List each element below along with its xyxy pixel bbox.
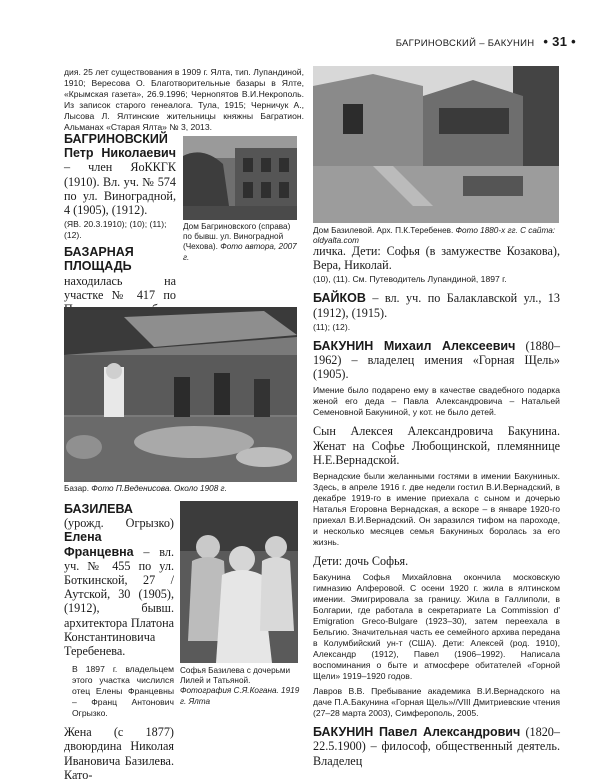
running-title: БАГРИНОВСКИЙ – БАКУНИН: [395, 38, 535, 49]
entry-bakunin-m-text: (1880–1962) – владелец имения «Горная Щель» (1905).: [313, 338, 560, 382]
caption-bazaar-credit: Фото П.Веденисова. Около 1908 г.: [91, 484, 227, 493]
entry-baikov-refs: (11); (12).: [313, 321, 351, 332]
bazileva-continuation: личка. Дети: Софья (в замужестве Козакова), Вера, Николай.: [313, 244, 560, 273]
photo-bagrinovsky-house-image: [183, 136, 297, 220]
entry-bakunin-m-text2: Сын Алексея Александровича Бакунина. Женат на Софье Любощинской, племяннице Н.Е.Вернадской.: [313, 424, 560, 467]
caption-bazaar-text: Базар.: [64, 484, 89, 493]
photo-bazileva-villa-image: [313, 66, 559, 223]
photo-bazaar-image: [64, 307, 297, 482]
entry-bazileva-name2: Елена Францевна: [64, 530, 134, 559]
entry-bakunin-m-note3: Бакунина Софья Михайловна окончила московскую гимназию Алферовой. С осени 1920 г. жила в ялтинском имении. Эмигрировала за границу. Жила в Галлиполи, в Болгарии, где работала в секретариате La Commission d' Emigration Greco-Bulgare (1923–30), затем переехала в Бельгию. Значительная часть ее семейного архива передана в Колумбийский ун-т (США). Дети: Алексей (род. 1910), Александр (1912), Павел (1906–1992). Написала воспоминания о быте и атмосфере обитателей «Горной Щели» 1919–1920 годов.: [313, 572, 560, 682]
entry-bagrinovsky-text: – член ЯоККГК (1910). Вл. уч. № 574 по ул. Виноградной, 4 (1905), (1912).: [64, 160, 176, 218]
page-number: • 31 •: [543, 34, 576, 49]
caption-villa-credit: Фото 1880-х гг. С сайта: oldyalta.com: [313, 226, 556, 246]
entry-bazarnaya-name: БАЗАРНАЯ ПЛОЩАДЬ: [64, 245, 134, 274]
caption-sofia-text: Софья Базилева с дочерьми Лилей и Татьяной.: [180, 666, 291, 686]
entry-bazarnaya-text: находилась на участке № 417 по: [64, 273, 176, 302]
entry-bazileva-name: БАЗИЛЕВА: [64, 502, 133, 516]
photo-bagrinovsky-house: [183, 136, 297, 220]
entry-bakunin-m-note2: Вернадские были желанными гостями в имении Бакуниных. Здесь, в апреле 1916 г. две недели гостил В.И.Вернадский, в декабре 1919-го в имение приехала с сыном и дочерью Наталья Егоровна Вернадская, а вскоре – в январе 1920-го приехал В.И.Вернадский. Он заразился тифом на пароходе, и несколько месяцев семья Бакуниных боролась за его жизнь.: [313, 471, 560, 548]
photo-bazileva-villa: [313, 66, 559, 223]
entry-baikov-name: БАЙКОВ: [313, 291, 366, 306]
entry-bakunin-m-note: Имение было подарено ему в качестве свадебного подарка женой его деда – Павла Александровича – Натальей Семеновной Бакуниной, у кот. не было детей.: [313, 385, 560, 418]
entry-bakunin-m-children: Дети: дочь Софья.: [313, 554, 409, 569]
entry-bazileva: [64, 502, 174, 782]
caption-bagrinovsky-house-credit: Фото автора, 2007 г.: [183, 242, 297, 262]
entry-bagrinovsky-name: БАГРИНОВСКИЙ Петр Николаевич: [64, 132, 176, 161]
caption-bagrinovsky-house-text: Дом Багриновского (справа) по бывш. ул. Виноградной (Чехова).: [183, 222, 291, 252]
photo-sofia-bazileva-image: [180, 501, 298, 663]
entry-bazileva-text2: Жена (с 1877) двоюрдина Николая Ивановича Базилева. Като-: [64, 725, 174, 782]
entry-bagrinovsky-refs: (ЯВ. 20.3.1910); (10); (11); (12).: [64, 219, 167, 241]
intro-bibliography: дия. 25 лет существования в 1909 г. Ялта, тип. Лупандиной, 1910; Вересова О. Благотворительные базары в Ялте, «Крымская газета», 26.9.1996; Чернопятов В.И.Некрополь. Из записок старого генеалогa. Тула, 1915; Черничук А., Лысова Л. Ялтинские жительницы княжны Багратион. Альманах «Старая Ялта» № 3, 2013.: [64, 67, 304, 132]
entry-bakunin-m-name: БАКУНИН Михаил Алексеевич: [313, 338, 516, 353]
caption-sofia-credit: Фотография С.Я.Когана. 1919 г. Ялта: [180, 686, 300, 706]
entry-bazileva-maiden: (урожд. Огрызко): [64, 516, 174, 531]
right-text-column: [313, 244, 560, 768]
entry-bakunin-m-literature: Лавров В.В. Пребывание академика В.И.Вернадского на даче П.А.Бакунина «Горная Щель»//VIII Дмитриевские чтения (27–28 марта 2003), Симферополь, 2005.: [313, 686, 560, 719]
caption-villa-text: Дом Базилевой. Арх. П.К.Теребенев.: [313, 226, 454, 235]
entry-bazileva-note: В 1897 г. владельцем этого участка числился отец Елены Францевны – Франц Антонович Огрызко.: [72, 664, 174, 719]
photo-bazaar: [64, 307, 297, 482]
photo-sofia-bazileva: [180, 501, 298, 663]
caption-bazaar: [64, 484, 304, 494]
entry-bazileva-text: – вл. уч. № 455 по ул. Боткинской, 27 / Аутской, 30 (1905), (1912), бывш. архитектора Платона Константиновича Теребенева.: [64, 544, 174, 659]
bazileva-continuation-refs: (10), (11). См. Путеводитель Лупандиной, 1897 г.: [313, 274, 507, 285]
caption-sofia: [180, 666, 302, 707]
running-header: [396, 34, 576, 49]
caption-bagrinovsky-house: [183, 222, 301, 263]
left-intro-block: [64, 67, 304, 133]
entry-baikov-text: – вл. уч. по Балаклавской ул., 13 (1912), (1915).: [313, 291, 560, 320]
entry-bakunin-p-name: БАКУНИН Павел Александрович: [313, 725, 521, 740]
entry-bakunin-p-text: (1820–22.5.1900) – философ, общественный деятель. Владелец: [313, 725, 560, 768]
